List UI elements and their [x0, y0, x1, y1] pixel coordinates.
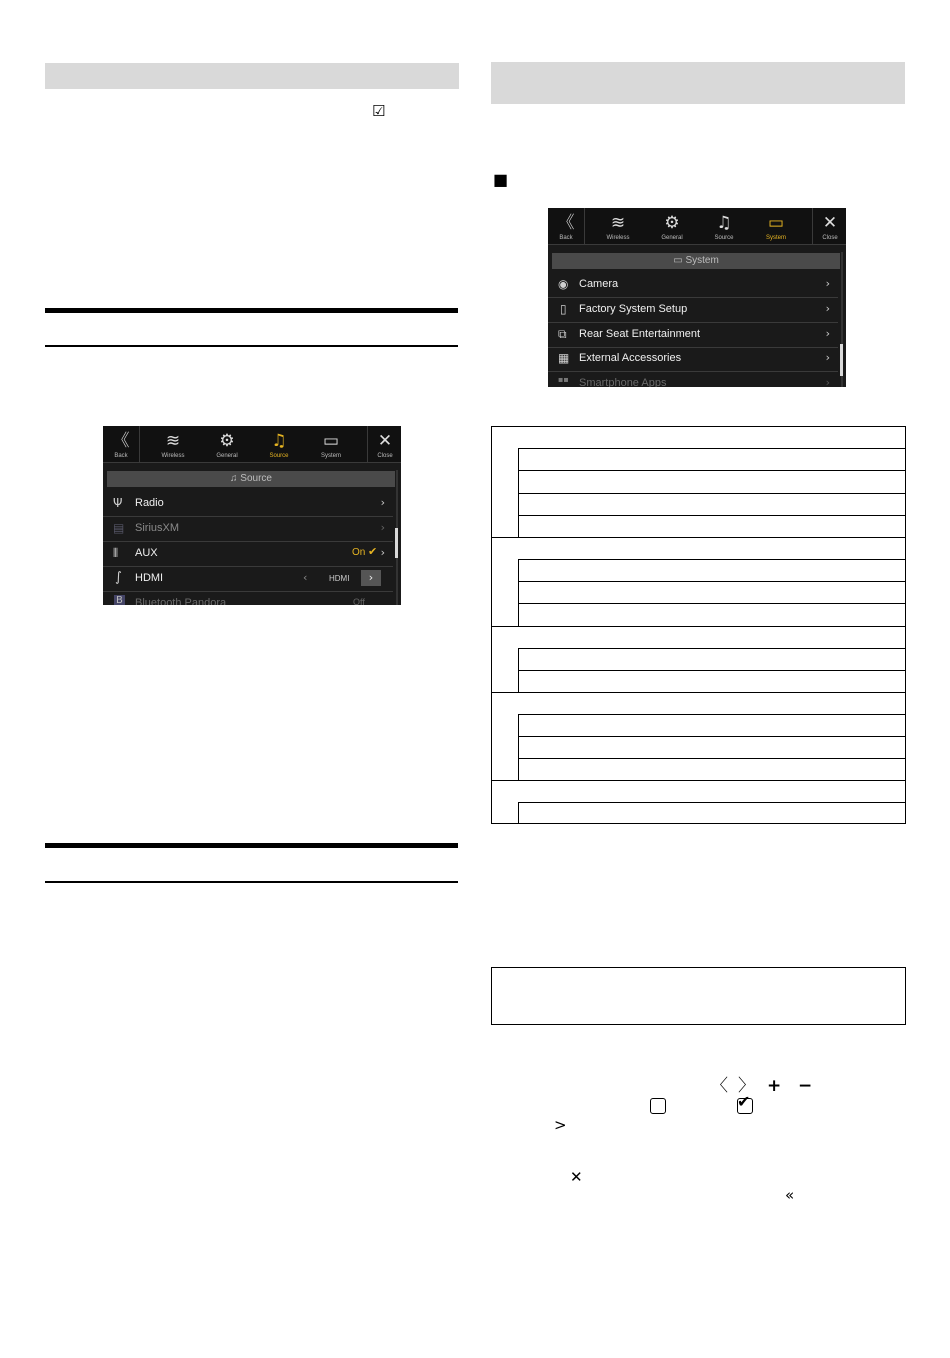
table-group-divider: [492, 626, 905, 627]
table-row-divider: [518, 515, 905, 516]
close-x-icon: ✕: [570, 1168, 583, 1186]
source-header-label: Source: [240, 473, 272, 484]
chevron-right-icon: ›: [825, 351, 830, 364]
back-icon: 《: [112, 431, 130, 451]
list-item-aux[interactable]: [103, 542, 393, 567]
wireless-icon: ≋: [610, 213, 626, 233]
tab-source-label: Source: [269, 453, 289, 459]
chevron-right-button[interactable]: ›: [361, 570, 381, 586]
chevron-right-icon: ›: [825, 376, 830, 387]
table-row-divider: [518, 493, 905, 494]
tab-general[interactable]: [646, 208, 698, 242]
checkmark-icon: ✔: [368, 545, 378, 558]
small-chevron-right-icon: >: [554, 1116, 567, 1134]
tab-divider: [139, 426, 140, 462]
hdmi-selector-value: HDMI: [329, 574, 350, 583]
pandora-status-value: Off: [353, 597, 365, 605]
music-note-icon: ♫: [271, 431, 287, 451]
square-bullet-icon: ■: [493, 170, 509, 189]
tab-general-label: General: [216, 453, 238, 459]
checkbox-unchecked-icon: [650, 1098, 666, 1114]
minus-icon: −: [798, 1076, 813, 1096]
table-group-divider: [492, 692, 905, 693]
tab-system[interactable]: [750, 208, 802, 242]
music-note-icon: ♫: [230, 473, 238, 484]
gear-icon: ⚙: [664, 213, 680, 233]
aux-icon: ⫴: [113, 546, 119, 560]
monitor-icon: ▭: [673, 255, 683, 266]
tab-back-label: Back: [114, 453, 128, 459]
plus-icon: +: [767, 1076, 782, 1096]
check-mark-icon: ✔: [737, 1092, 751, 1111]
scrollbar-thumb[interactable]: [840, 344, 843, 376]
section-rule-bottom-2: [45, 881, 458, 883]
tab-close[interactable]: [369, 426, 401, 460]
tab-back-label: Back: [559, 235, 573, 241]
list-item-label: Camera: [579, 278, 619, 290]
tab-close-label: Close: [377, 453, 393, 459]
list-item-hdmi[interactable]: [103, 567, 393, 592]
table-row-divider: [518, 448, 905, 449]
tab-close[interactable]: [814, 208, 846, 242]
apps-icon: ▪▪: [558, 375, 569, 384]
monitor-icon: ▭: [767, 213, 785, 233]
close-icon: ✕: [822, 213, 838, 233]
list-item-siriusxm[interactable]: [103, 517, 393, 542]
system-header-label: System: [685, 255, 719, 266]
tab-divider: [584, 208, 585, 244]
tab-system-label: System: [765, 235, 786, 241]
tab-source-label: Source: [714, 235, 734, 241]
chevron-right-icon: ›: [380, 496, 385, 509]
table-column-divider: [518, 559, 519, 626]
double-back-icon: «: [785, 1186, 795, 1204]
close-icon: ✕: [377, 431, 393, 451]
tab-wireless-label: Wireless: [161, 453, 185, 459]
section-rule-top-1: [45, 308, 458, 313]
table-group-divider: [492, 537, 905, 538]
list-item-label: Factory System Setup: [579, 303, 688, 315]
list-item-camera[interactable]: [548, 273, 838, 298]
scrollbar-thumb[interactable]: [395, 528, 398, 558]
list-item-smartphone-apps[interactable]: [548, 372, 838, 387]
tab-divider: [367, 426, 368, 462]
tab-wireless[interactable]: [147, 426, 199, 460]
source-settings-screen: [103, 426, 401, 605]
chevron-right-icon: ›: [825, 302, 830, 315]
tab-system[interactable]: [305, 426, 357, 460]
table-row-divider: [518, 648, 905, 649]
table-row-divider: [518, 802, 905, 803]
checkbox-checked-icon: ☑: [372, 102, 386, 120]
table-row-divider: [518, 758, 905, 759]
table-row-divider: [518, 470, 905, 471]
chevron-right-icon: ›: [825, 327, 830, 340]
list-item-factory-system-setup[interactable]: [548, 298, 838, 323]
chevron-right-icon: ›: [380, 546, 385, 559]
table-row-divider: [518, 670, 905, 671]
source-tab-bar: [103, 426, 401, 463]
list-item-label: SiriusXM: [135, 522, 180, 534]
list-item-label: Rear Seat Entertainment: [579, 328, 701, 340]
right-section-header-band: [491, 62, 905, 104]
tab-wireless[interactable]: [592, 208, 644, 242]
device-icon: ▯: [560, 302, 567, 316]
table-column-divider: [518, 714, 519, 780]
list-item-label: Smartphone Apps: [579, 377, 667, 387]
table-column-divider: [518, 802, 519, 823]
table-row-divider: [518, 736, 905, 737]
table-row-divider: [518, 581, 905, 582]
list-item-label: HDMI: [135, 572, 164, 584]
wireless-icon: ≋: [165, 431, 181, 451]
list-item-label: Radio: [135, 497, 164, 509]
rear-seat-icon: ⧉: [558, 327, 567, 341]
tab-divider: [812, 208, 813, 244]
table-row-divider: [518, 603, 905, 604]
tab-back[interactable]: [103, 426, 139, 460]
monitor-icon: ▭: [322, 431, 340, 451]
tab-close-label: Close: [822, 235, 838, 241]
gear-icon: ⚙: [219, 431, 235, 451]
antenna-icon: Ψ: [113, 496, 123, 510]
section-rule-top-2: [45, 843, 458, 848]
system-settings-screen: [548, 208, 846, 387]
tab-system-label: System: [320, 453, 341, 459]
list-item-label: Bluetooth Pandora: [135, 597, 227, 605]
aux-status-value: On: [352, 547, 366, 558]
table-row-divider: [518, 714, 905, 715]
tab-wireless-label: Wireless: [606, 235, 630, 241]
list-item-label: External Accessories: [579, 352, 682, 364]
hdmi-icon: ∫: [115, 570, 122, 585]
chevron-right-icon: ›: [380, 521, 385, 534]
section-rule-bottom-1: [45, 345, 458, 347]
source-section-header: [107, 471, 395, 487]
left-section-header-band: [45, 63, 459, 89]
list-item-label: AUX: [135, 547, 158, 559]
chevron-left-icon[interactable]: ‹: [303, 571, 308, 584]
tab-back[interactable]: [548, 208, 584, 242]
note-box: [491, 967, 906, 1025]
back-icon: 《: [557, 213, 575, 233]
music-note-icon: ♫: [716, 213, 732, 233]
chevron-right-icon: ›: [825, 277, 830, 290]
siriusxm-icon: ▤: [113, 521, 125, 535]
chevron-right-icon: 〉: [738, 1076, 755, 1096]
camera-icon: ◉: [558, 277, 569, 291]
list-item-radio[interactable]: [103, 492, 393, 517]
bluetooth-icon: B: [116, 595, 123, 605]
list-item-bluetooth-pandora[interactable]: [103, 592, 393, 605]
list-item-rear-seat-entertainment[interactable]: [548, 323, 838, 348]
table-row-divider: [518, 559, 905, 560]
chevron-left-icon: 〈: [711, 1076, 728, 1096]
tab-general-label: General: [661, 235, 683, 241]
settings-table: [491, 426, 906, 824]
tab-general[interactable]: [201, 426, 253, 460]
accessories-icon: ▦: [558, 351, 570, 365]
tab-source[interactable]: [253, 426, 305, 460]
system-tab-bar: [548, 208, 846, 245]
tab-source[interactable]: [698, 208, 750, 242]
system-section-header: [552, 253, 840, 269]
list-item-external-accessories[interactable]: [548, 347, 838, 372]
table-group-divider: [492, 780, 905, 781]
